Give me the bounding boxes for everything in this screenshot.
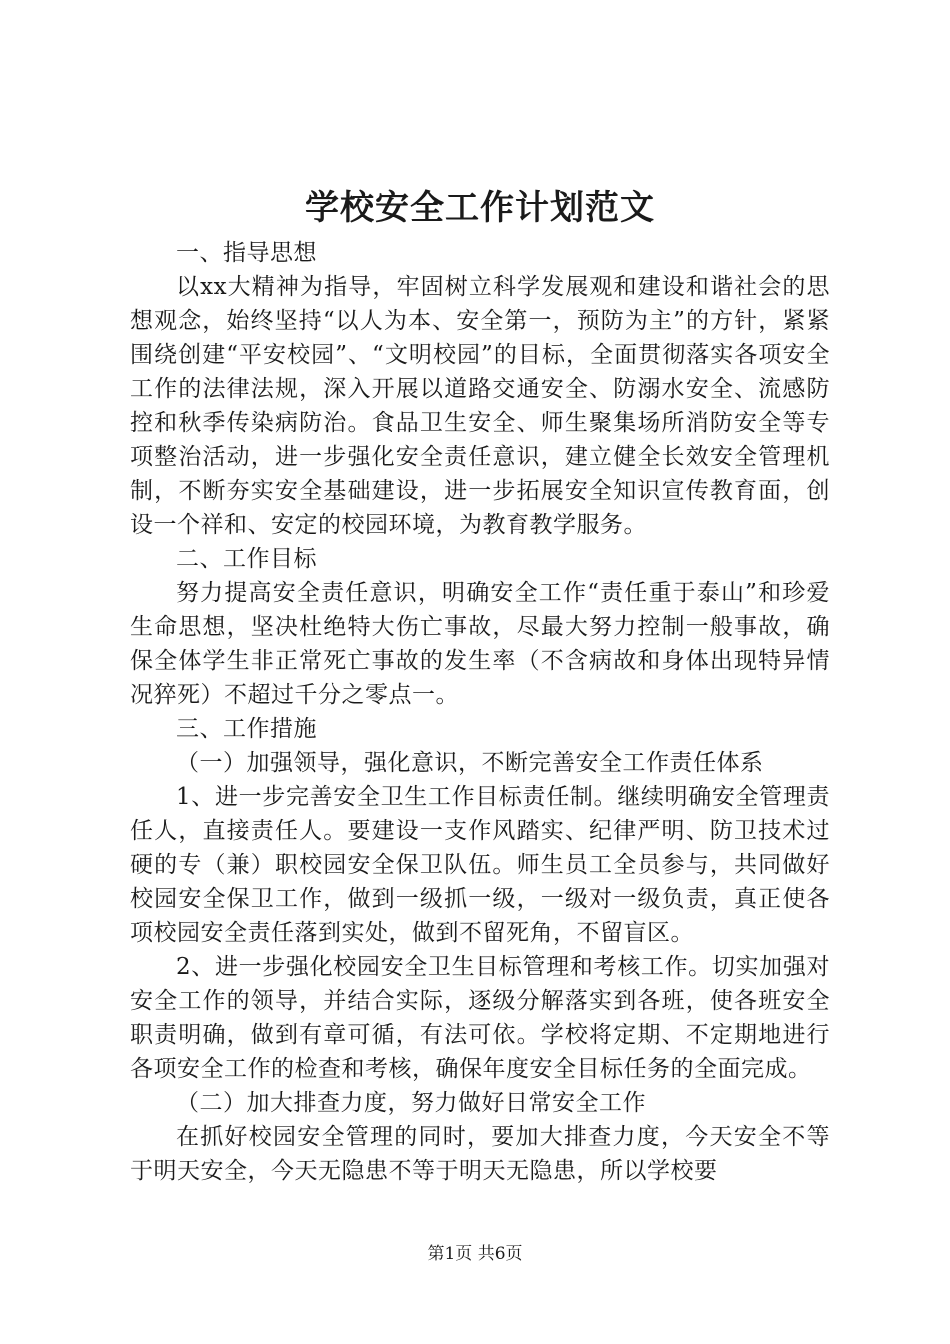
- paragraph-guiding-ideology: 以xx大精神为指导，牢固树立科学发展观和建设和谐社会的思想观念，始终坚持“以人为本、安全第一，预防为主”的方针，紧紧围绕创建“平安校园”、“文明校园”的目标，全面贯彻落实各项安全工作的法律法规，深入开展以道路交通安全、防溺水安全、流感防控和秋季传染病防治。食品卫生安全、师生聚集场所消防安全等专项整治活动，进一步强化安全责任意识，建立健全长效安全管理机制，不断夯实安全基础建设，进一步拓展安全知识宣传教育面，创设一个祥和、安定的校园环境，为教育教学服务。: [130, 274, 830, 538]
- paragraph-daily-safety: 在抓好校园安全管理的同时，要加大排查力度，今天安全不等于明天安全，今天无隐患不等于明天无隐患，所以学校要: [130, 1124, 830, 1184]
- document-page: [130, 186, 830, 1188]
- paragraph-work-goals: 努力提高安全责任意识，明确安全工作“责任重于泰山”和珍爱生命思想，坚决杜绝特大伤亡事故，尽最大努力控制一般事故，确保全体学生非正常死亡事故的发生率（不含病故和身体出现特异情况猝死）不超过千分之零点一。: [130, 580, 830, 708]
- subsection-heading-2: （二）加大排查力度，努力做好日常安全工作: [176, 1090, 646, 1116]
- paragraph-measure-2: 2、进一步强化校园安全卫生目标管理和考核工作。切实加强对安全工作的领导，并结合实际，逐级分解落实到各班，使各班安全职责明确，做到有章可循，有法可依。学校将定期、不定期地进行各项安全工作的检查和考核，确保年度安全目标任务的全面完成。: [130, 954, 830, 1082]
- document-title: 学校安全工作计划范文: [305, 188, 655, 228]
- section-heading-work-goals: 二、工作目标: [176, 546, 317, 572]
- paragraph-measure-1: 1、进一步完善安全卫生工作目标责任制。继续明确安全管理责任人，直接责任人。要建设一支作风踏实、纪律严明、防卫技术过硬的专（兼）职校园安全保卫队伍。师生员工全员参与，共同做好校园安全保卫工作，做到一级抓一级，一级对一级负责，真正使各项校园安全责任落到实处，做到不留死角，不留盲区。: [130, 784, 830, 946]
- section-heading-guiding-ideology: 一、指导思想: [176, 240, 317, 266]
- subsection-heading-1: （一）加强领导，强化意识，不断完善安全工作责任体系: [176, 750, 764, 776]
- page-number-footer: 第1页 共6页: [427, 1244, 523, 1264]
- section-heading-work-measures: 三、工作措施: [176, 716, 317, 742]
